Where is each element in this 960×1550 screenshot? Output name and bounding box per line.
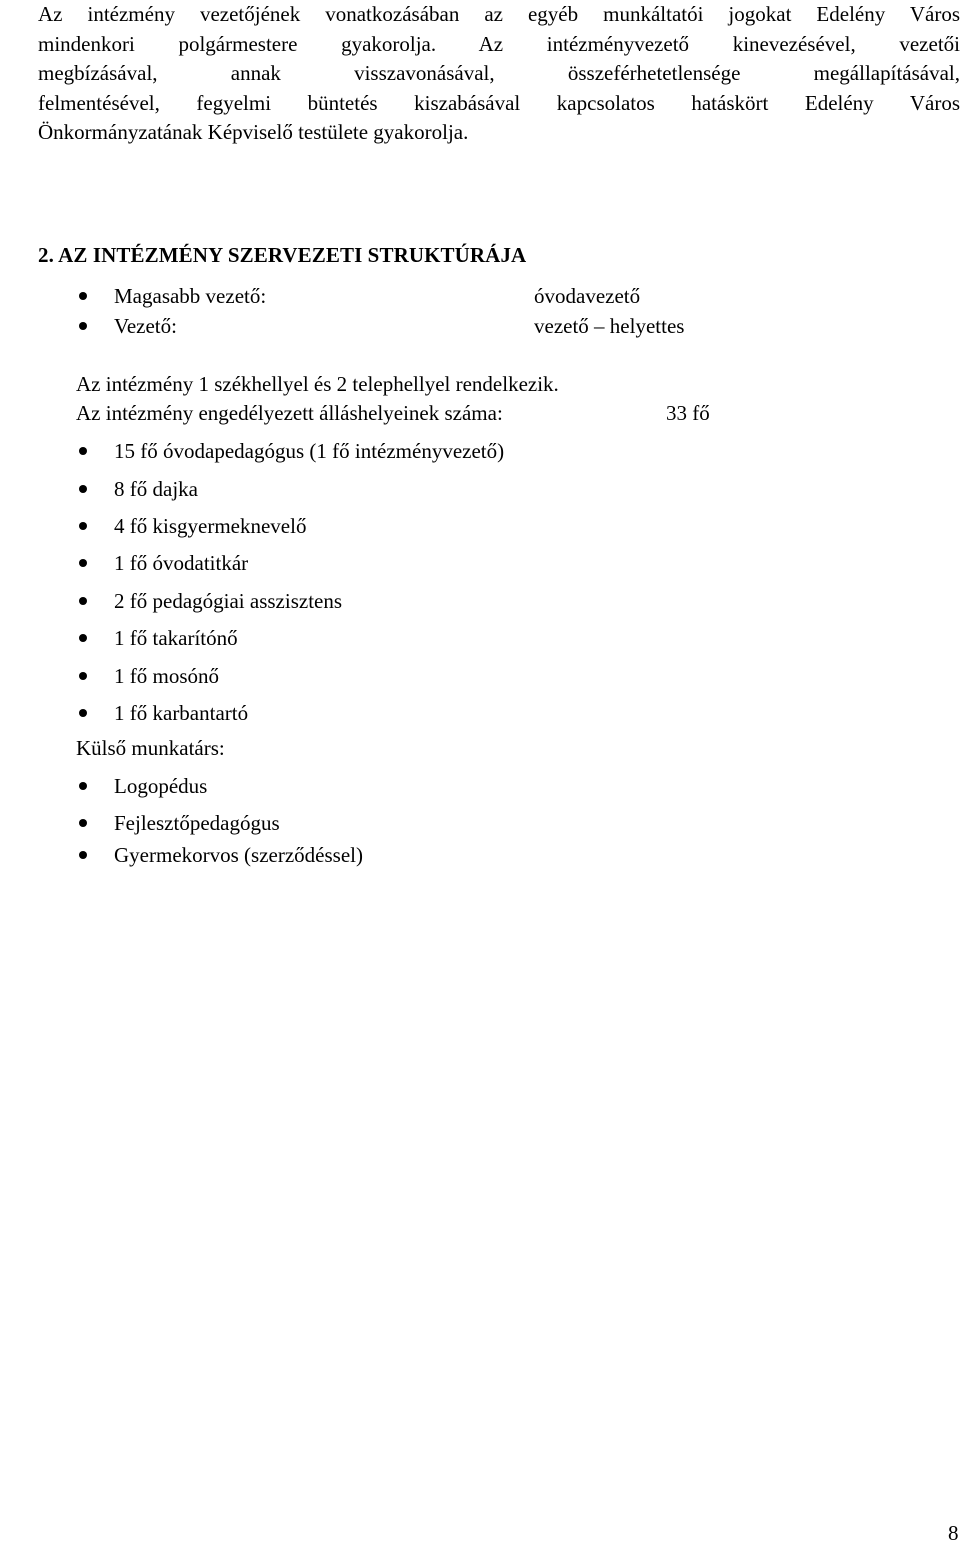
intro-paragraph	[38, 0, 960, 148]
positions-label: Az intézmény engedélyezett álláshelyeinek száma:	[76, 401, 503, 425]
staff-list-item	[0, 623, 960, 653]
intro-line: Önkormányzatának Képviselő testülete gyakorolja.	[38, 120, 469, 144]
staff-label: 1 fő takarítónő	[114, 626, 238, 650]
staff-label: 1 fő óvodatitkár	[114, 551, 249, 575]
bullet-icon	[79, 672, 87, 680]
external-list-item	[0, 771, 960, 801]
staff-list-item	[0, 698, 960, 728]
intro-line: felmentésével, fegyelmi büntetés kiszabásával kapcsolatos hatáskört Edelény Város	[38, 90, 960, 115]
staff-label: 1 fő karbantartó	[114, 701, 249, 725]
external-item-label: Fejlesztőpedagógus	[114, 811, 280, 835]
staff-label: 15 fő óvodapedagógus (1 fő intézményvezető)	[114, 439, 505, 463]
intro-line: mindenkori polgármestere gyakorolja. Az intézményvezető kinevezésével, vezetői	[38, 31, 960, 56]
bullet-icon	[79, 522, 87, 530]
bullet-icon	[79, 819, 87, 827]
leader-label: Magasabb vezető:	[114, 284, 267, 308]
section-heading: 2. AZ INTÉZMÉNY SZERVEZETI STRUKTÚRÁJA	[38, 243, 527, 267]
external-item-label: Logopédus	[114, 774, 208, 798]
staff-list-item	[0, 548, 960, 578]
staff-list-item	[0, 474, 960, 504]
staff-list-item	[0, 586, 960, 616]
positions-count: 33 fő	[666, 401, 710, 425]
external-list-item	[0, 808, 960, 838]
external-list-item	[0, 840, 960, 870]
leader-label: Vezető:	[114, 314, 177, 338]
staff-label: 8 fő dajka	[114, 477, 198, 501]
leader-value: vezető – helyettes	[534, 314, 685, 338]
sites-text: Az intézmény 1 székhellyel és 2 telephellyel rendelkezik.	[76, 372, 559, 396]
intro-line: Az intézmény vezetőjének vonatkozásában az egyéb munkáltatói jogokat Edelény Város	[38, 2, 960, 26]
staff-list-item	[0, 511, 960, 541]
bullet-icon	[79, 597, 87, 605]
bullet-icon	[79, 851, 87, 859]
intro-line: megbízásával, annak visszavonásával, összeférhetetlensége megállapításával,	[38, 61, 960, 85]
staff-list-item	[0, 661, 960, 691]
staff-label: 1 fő mosónő	[114, 664, 219, 688]
positions-line	[76, 398, 776, 428]
bullet-icon	[79, 709, 87, 717]
external-label: Külső munkatárs:	[76, 736, 225, 760]
bullet-icon	[79, 322, 87, 330]
page-number: 8	[948, 1521, 959, 1545]
bullet-icon	[79, 782, 87, 790]
staff-list-item	[0, 436, 960, 466]
external-item-label: Gyermekorvos (szerződéssel)	[114, 843, 363, 867]
bullet-icon	[79, 485, 87, 493]
staff-label: 4 fő kisgyermeknevelő	[114, 514, 307, 538]
leader-row	[0, 311, 960, 341]
leader-row	[0, 281, 960, 311]
bullet-icon	[79, 292, 87, 300]
leader-value: óvodavezető	[534, 284, 641, 308]
staff-label: 2 fő pedagógiai asszisztens	[114, 589, 343, 613]
bullet-icon	[79, 559, 87, 567]
bullet-icon	[79, 634, 87, 642]
bullet-icon	[79, 447, 87, 455]
